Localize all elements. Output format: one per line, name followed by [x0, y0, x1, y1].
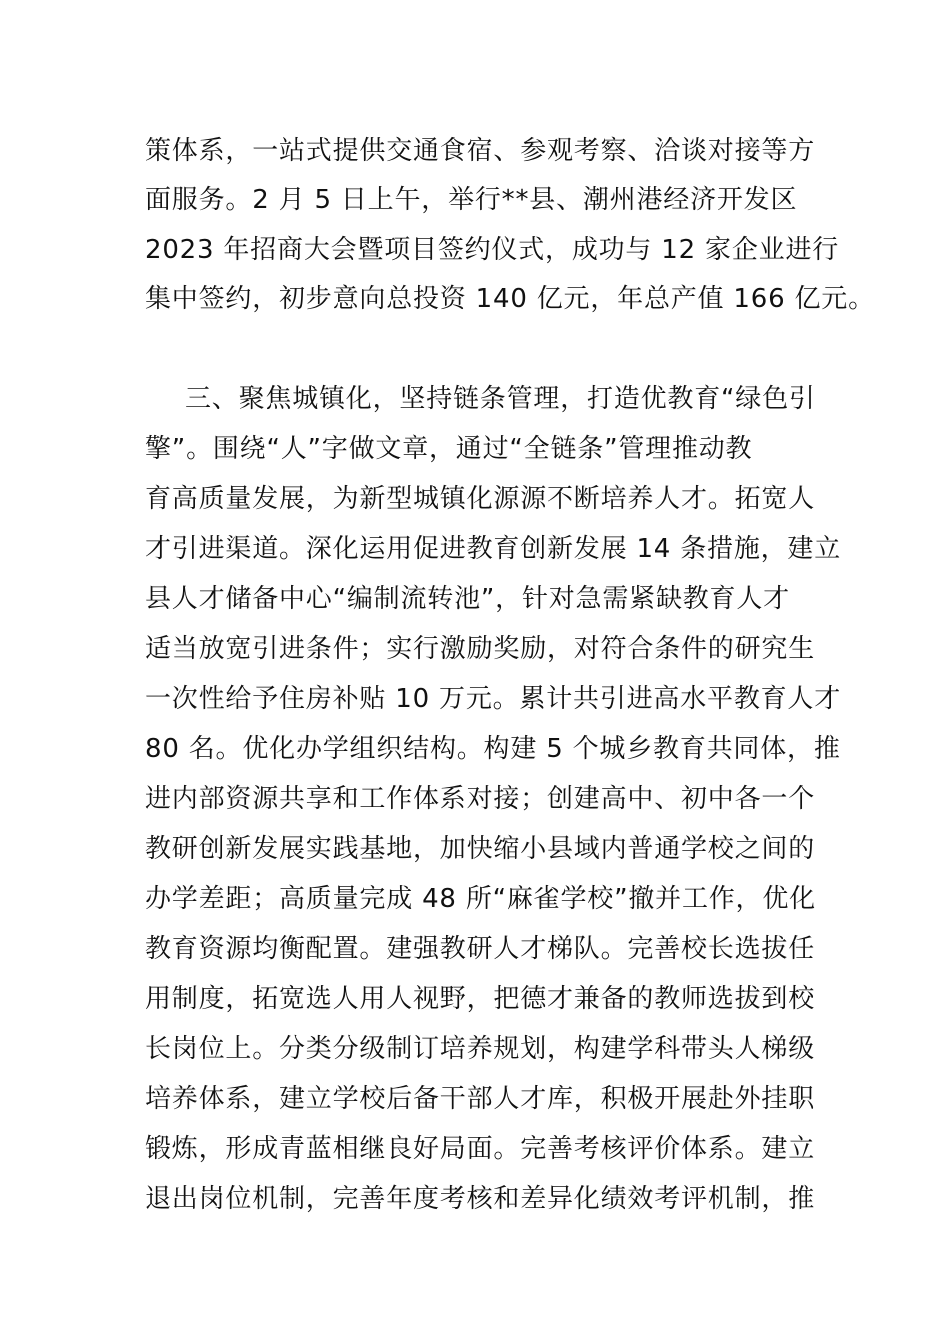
text-line: 一次性给予住房补贴 10 万元。累计共引进高水平教育人才 [145, 684, 842, 714]
text-line: 擎”。围绕“人”字做文章，通过“全链条”管理推动教 [145, 434, 753, 464]
text-line: 集中签约，初步意向总投资 140 亿元，年总产值 166 亿元。 [145, 284, 875, 314]
text-line: 才引进渠道。深化运用促进教育创新发展 14 条措施，建立 [145, 534, 842, 564]
text-line: 县人才储备中心“编制流转池”，针对急需紧缺教育人才 [145, 584, 790, 614]
text-line: 长岗位上。分类分级制订培养规划，构建学科带头人梯级 [145, 1034, 816, 1064]
text-line: 策体系，一站式提供交通食宿、参观考察、洽谈对接等方 [145, 136, 816, 166]
text-line: 2023 年招商大会暨项目签约仪式，成功与 12 家企业进行 [145, 235, 840, 265]
text-line: 育高质量发展，为新型城镇化源源不断培养人才。拓宽人 [145, 484, 816, 514]
text-line: 办学差距；高质量完成 48 所“麻雀学校”撤并工作，优化 [145, 884, 816, 914]
text-line: 用制度，拓宽选人用人视野，把德才兼备的教师选拔到校 [145, 984, 816, 1014]
text-line: 教育资源均衡配置。建强教研人才梯队。完善校长选拔任 [145, 934, 816, 964]
text-line: 锻炼，形成青蓝相继良好局面。完善考核评价体系。建立 [145, 1134, 816, 1164]
text-line: 面服务。2 月 5 日上午，举行**县、潮州港经济开发区 [145, 185, 798, 215]
text-line: 80 名。优化办学组织结构。构建 5 个城乡教育共同体，推 [145, 734, 841, 764]
text-line: 培养体系，建立学校后备干部人才库，积极开展赴外挂职 [145, 1084, 816, 1114]
text-line: 教研创新发展实践基地，加快缩小县域内普通学校之间的 [145, 834, 816, 864]
text-line: 适当放宽引进条件；实行激励奖励，对符合条件的研究生 [145, 634, 816, 664]
section-heading-line: 三、聚焦城镇化，坚持链条管理，打造优教育“绿色引 [185, 384, 816, 414]
text-line: 退出岗位机制，完善年度考核和差异化绩效考评机制，推 [145, 1184, 816, 1214]
text-line: 进内部资源共享和工作体系对接；创建高中、初中各一个 [145, 784, 816, 814]
